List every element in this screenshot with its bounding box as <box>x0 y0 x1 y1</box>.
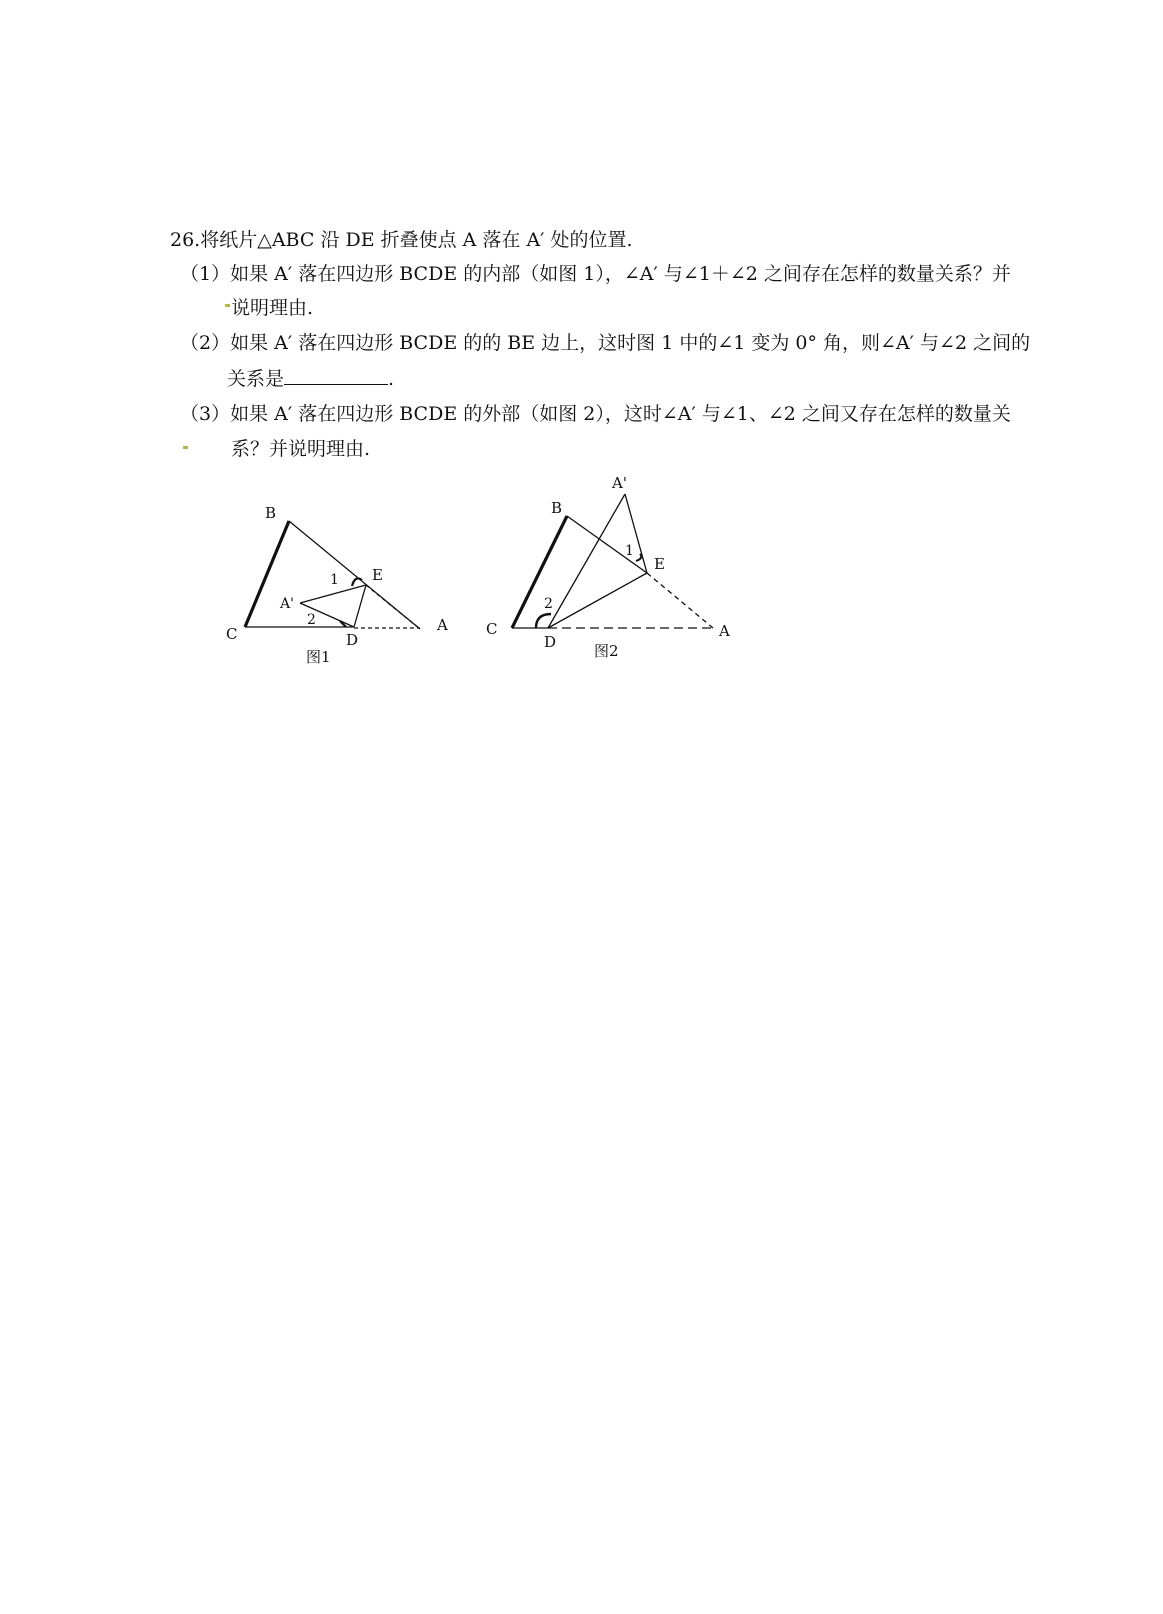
angle-1-arc <box>352 578 362 586</box>
part3-line1: （3）如果 A′ 落在四边形 BCDE 的外部（如图 2），这时∠A′ 与∠1、∠2 之间又存在怎样的数量关 <box>180 403 1011 425</box>
fold-DE <box>548 573 647 628</box>
figure-2 <box>512 494 713 628</box>
part1-line2: 说明理由. <box>231 297 314 319</box>
part1-line1: （1）如果 A′ 落在四边形 BCDE 的内部（如图 1），∠A′ 与∠1＋∠2 之间存在怎样的数量关系？并 <box>180 263 1011 285</box>
fig2-label-1: 1 <box>625 543 634 559</box>
fig1-label-C: C <box>226 625 238 643</box>
fig1-label-E: E <box>372 566 383 584</box>
fig2-label-A: A <box>719 622 730 640</box>
fig2-label-D: D <box>544 633 557 651</box>
fig2-caption: 图2 <box>594 642 619 660</box>
segment-EA-dashed <box>647 573 713 628</box>
part3-line2: 系？并说明理由. <box>231 438 371 460</box>
fold-DE <box>354 585 366 627</box>
fig2-label-E: E <box>654 555 665 573</box>
fig1-label-D: D <box>346 631 359 649</box>
fig1-label-1: 1 <box>330 572 339 588</box>
fig2-label-2: 2 <box>544 596 553 612</box>
side-BC <box>512 516 567 628</box>
part2-answer-prefix: 关系是 <box>227 368 285 390</box>
fig2-label-C: C <box>486 620 498 638</box>
segment-A-prime-E <box>625 494 647 573</box>
part2-line1: （2）如果 A′ 落在四边形 BCDE 的的 BE 边上，这时图 1 中的∠1 变为 0° 角，则∠A′ 与∠2 之间的 <box>180 332 1031 354</box>
question-stem: 26.将纸片△ABC 沿 DE 折叠使点 A 落在 A′ 处的位置. <box>170 229 633 251</box>
fig1-label-A-prime: A' <box>280 596 294 612</box>
fig1-caption: 图1 <box>306 648 331 666</box>
fig1-label-2: 2 <box>307 612 316 628</box>
fig1-label-A: A <box>437 616 448 634</box>
fig1-label-B: B <box>265 504 277 522</box>
fig2-label-B: B <box>551 499 563 517</box>
angle-1-arc <box>636 554 641 561</box>
fig2-label-A-prime: A' <box>612 474 627 492</box>
part2-answer-suffix: . <box>388 368 395 390</box>
